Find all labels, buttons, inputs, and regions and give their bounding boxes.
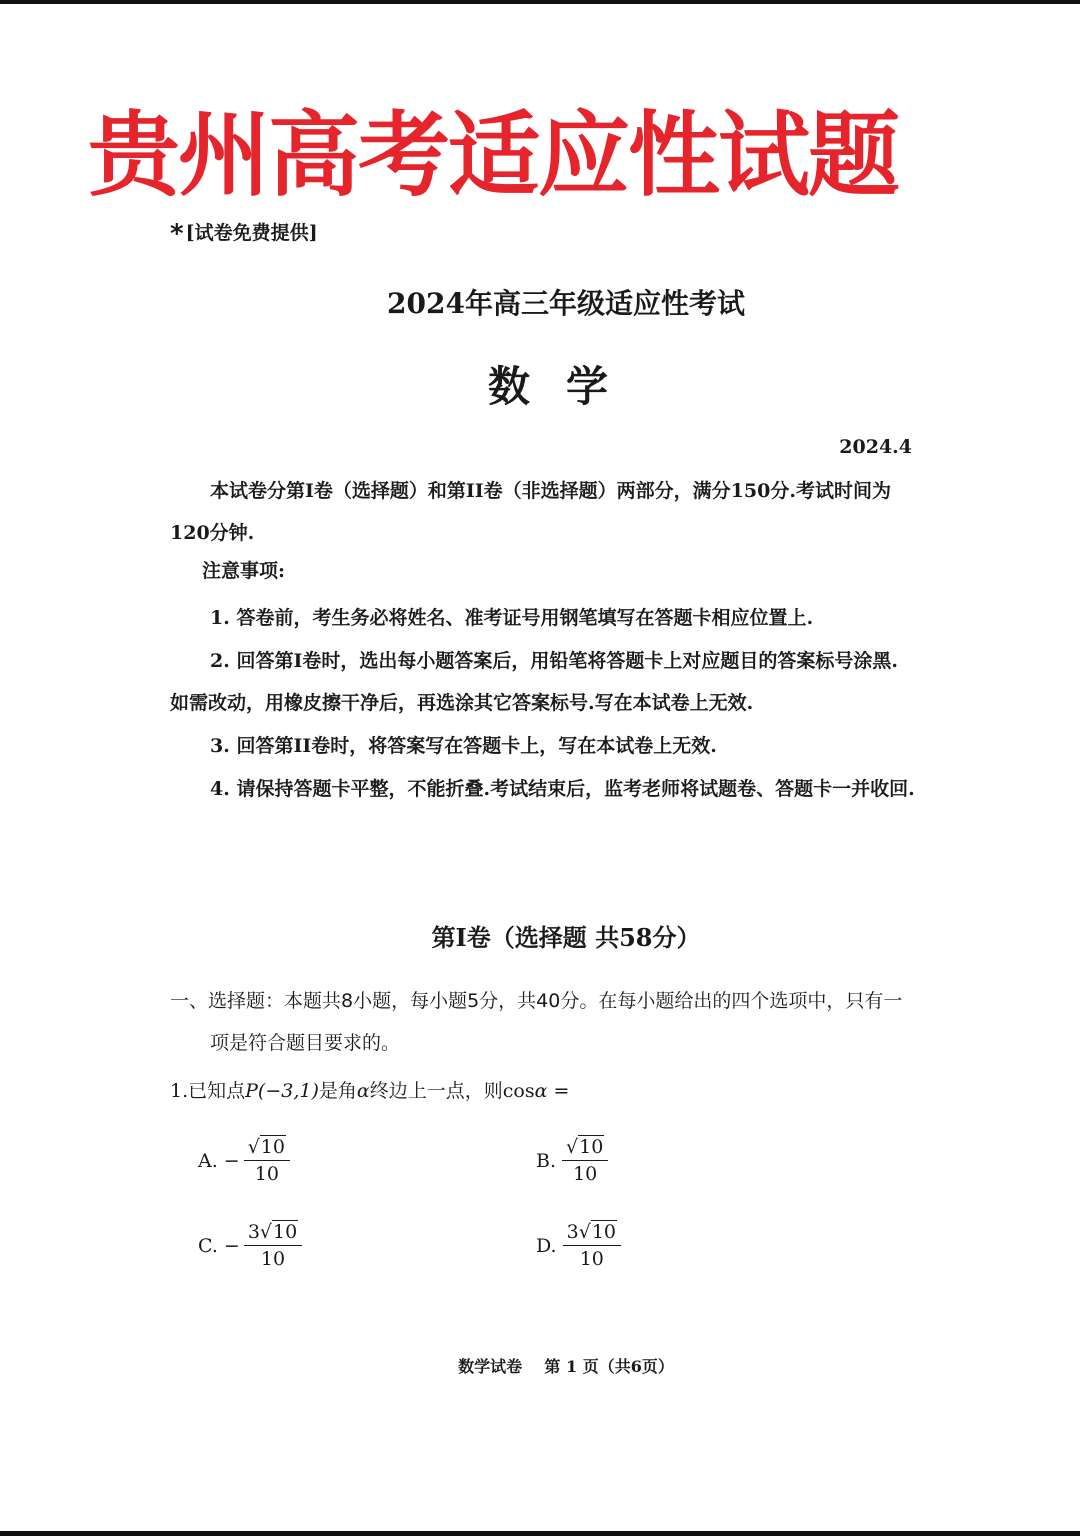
exam-date: 2024.4 [839,436,912,458]
notes-title: 注意事项: [202,560,286,582]
question-1-prefix: 1.已知点 [170,1080,246,1102]
option-a-label: A. [198,1149,218,1172]
section-instruction: 一、选择题：本题共8小题，每小题5分，共40分。在每小题给出的四个选项中，只有一项是符合题目要求的。 [170,990,903,1054]
option-a-fraction [244,1136,290,1185]
note-item-1: 1. 答卷前，考生务必将姓名、准考证号用钢笔填写在答题卡相应位置上. [210,607,814,629]
option-c-coefficient: 3 [247,1221,260,1243]
page-bottom-border [0,1531,1080,1536]
option-d-radicand: 10 [591,1221,616,1243]
exam-title: 2024年高三年级适应性考试 [387,287,745,320]
question-1-suffix: 终边上一点，则 [369,1080,503,1102]
option-a-numerator [244,1136,290,1161]
note-item-3: 3. 回答第II卷时，将答案写在答题卡上，写在本试卷上无效. [210,735,717,757]
option-b-radicand: 10 [579,1136,604,1158]
section-title: 第I卷（选择题 共58分） [431,923,701,952]
option-d [536,1221,621,1270]
note-item-4: 4. 请保持答题卡平整，不能折叠.考试结束后，监考老师将试题卷、答题卡一并收回. [210,778,915,800]
option-a-sign: − [223,1149,240,1172]
banner-title: 贵州高考适应性试题 [88,102,899,209]
option-d-denominator: 10 [579,1248,604,1270]
page-top-border [0,0,1080,4]
option-b-numerator [562,1136,608,1161]
subject-title: 数学 [487,362,644,411]
radical-icon: √ [578,1221,591,1243]
asterisk-icon: * [170,219,184,249]
free-note-text: [试卷免费提供] [185,222,318,244]
question-1-cos: cos [502,1080,535,1102]
option-c-denominator: 10 [260,1248,286,1270]
question-1-equals: = [547,1080,570,1102]
intro-paragraph: 本试卷分第I卷（选择题）和第II卷（非选择题）两部分，满分150分.考试时间为120分钟. [170,480,891,544]
option-c-numerator [244,1221,302,1246]
option-d-coefficient: 3 [566,1221,579,1243]
option-a-denominator: 10 [254,1163,279,1185]
option-b-label: B. [536,1149,557,1172]
option-d-label: D. [536,1234,557,1257]
option-c-label: C. [198,1234,218,1257]
option-c-radicand: 10 [273,1221,298,1243]
note-item-2: 2. 回答第I卷时，选出每小题答案后，用铅笔将答题卡上对应题目的答案标号涂黑.如需改动，用橡皮擦干净后，再选涂其它答案标号.写在本试卷上无效. [170,650,898,714]
question-1-alpha: α [356,1080,370,1102]
option-b-denominator: 10 [573,1163,598,1185]
option-b-fraction [562,1136,608,1185]
option-d-fraction [563,1221,621,1270]
question-1-alpha-2: α [534,1080,548,1102]
option-a-radicand: 10 [260,1136,285,1158]
free-note [170,218,318,249]
page-footer: 数学试卷 第 1 页（共6页） [458,1357,674,1376]
question-1-middle: 是角 [318,1080,357,1102]
radical-icon: √ [247,1136,260,1158]
option-c-fraction [244,1221,302,1270]
question-1-point: P(−3,1) [245,1080,319,1102]
option-b [536,1136,608,1185]
radical-icon: √ [259,1221,273,1243]
question-1 [170,1076,569,1103]
option-c-sign: − [223,1234,240,1257]
option-a [198,1136,290,1185]
option-c [198,1221,302,1270]
radical-icon: √ [566,1136,579,1158]
option-d-numerator [563,1221,621,1246]
